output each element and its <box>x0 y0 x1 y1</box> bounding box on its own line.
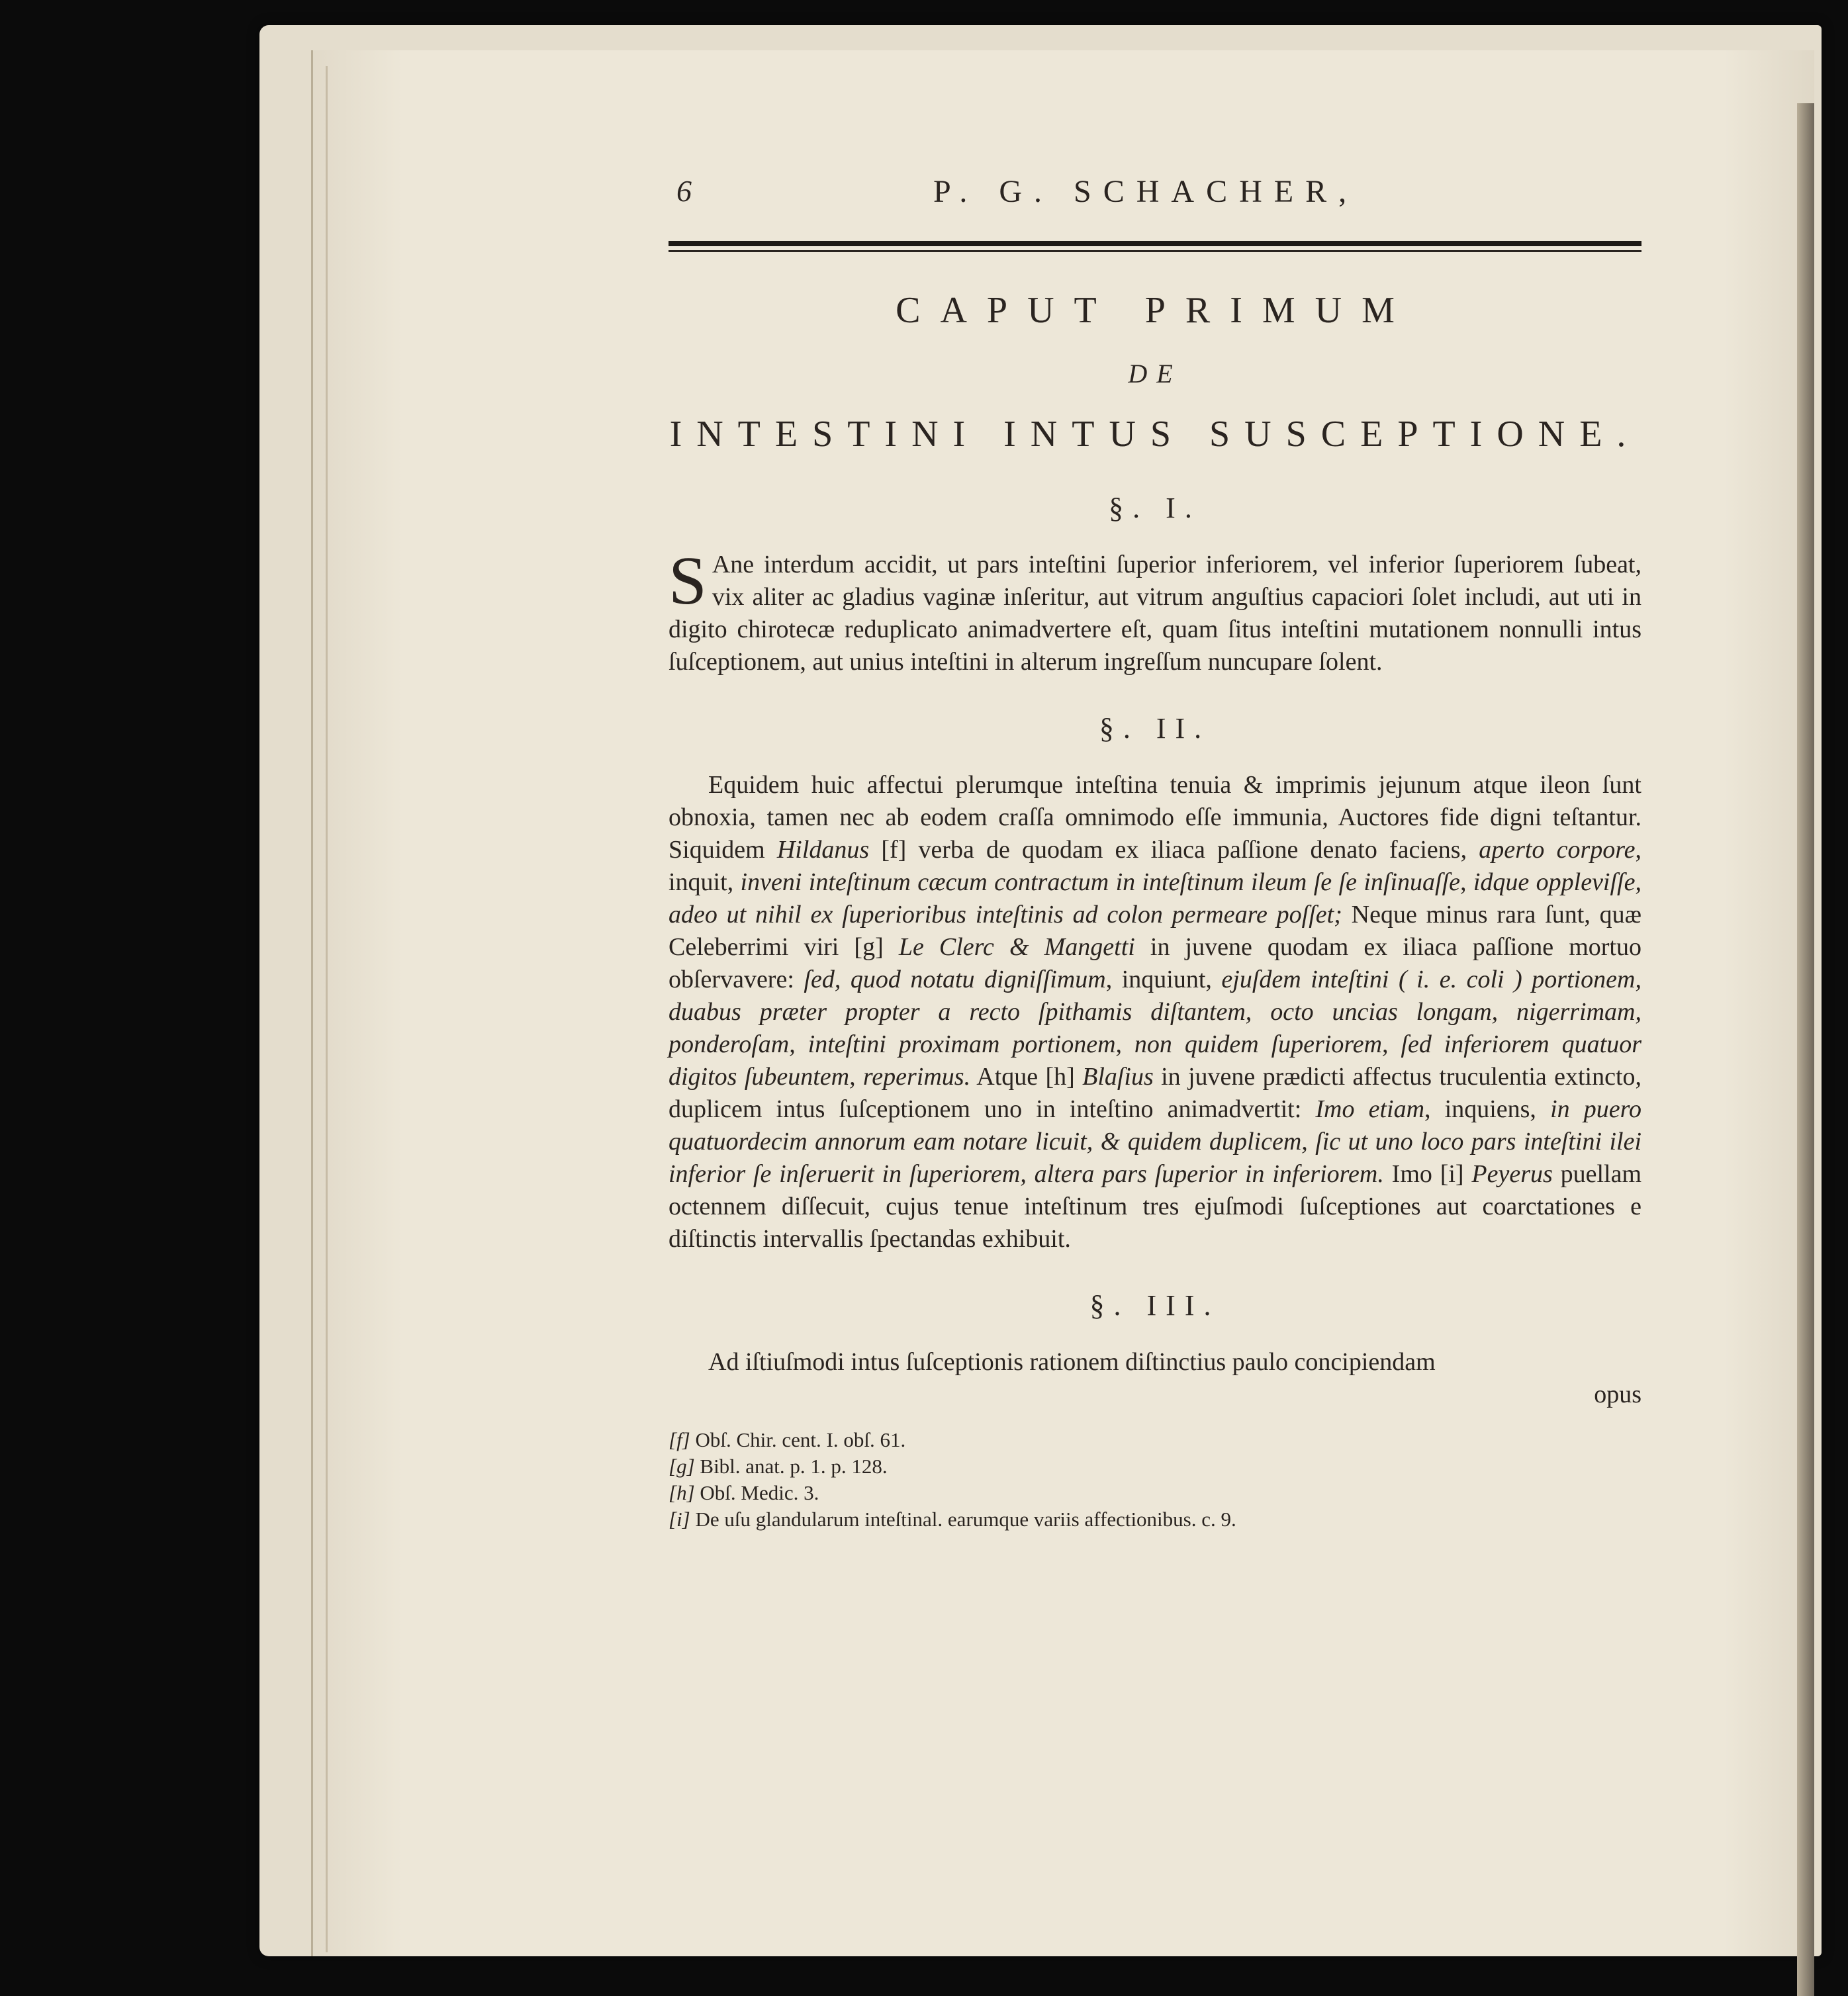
footnote <box>669 1506 1641 1533</box>
header-rule-thick <box>669 241 1641 246</box>
text-run: puellam octennem diſſecuit, cujus tenue inteſtinum tres ejuſmodi ſuſceptiones aut coarctationes e diſtinctis intervallis ſpectandas exhibuit. <box>669 1160 1641 1253</box>
footnote-text: De uſu glandularum inteſtinal. earumque variis affectionibus. c. 9. <box>695 1508 1236 1531</box>
quote-run: inveni inteſtinum cæcum contractum in inteſtinum ileum ſe ſe inſinuaſſe, idque oppleviſſe, adeo ut nihil ex ſuperioribus inteſtinis ad colon permeare poſſet; <box>669 868 1641 929</box>
footnote-text: Obſ. Medic. 3. <box>700 1481 819 1504</box>
footnote-mark: [h] <box>669 1481 695 1504</box>
quote-run: ejuſdem inteſtini ( i. e. coli ) portionem, duabus præter propter a recto ſpithamis diſtantem, octo uncias longam, nigerrimam, ponderoſam, inteſtini proximam portionem, non quidem ſuperiorem, ſed inferiorem quatuor digitos ſubeuntem, reperimus. <box>669 966 1641 1091</box>
footnote-text: Obſ. Chir. cent. I. obſ. 61. <box>695 1428 906 1451</box>
author-name: Blaſius <box>1082 1063 1154 1091</box>
footnotes <box>669 1427 1641 1533</box>
footnote <box>669 1480 1641 1506</box>
section-mark-3: §. III. <box>1089 1289 1221 1322</box>
running-head: P. G. SCHACHER, <box>933 174 1359 209</box>
text-run: Imo [i] <box>1383 1160 1472 1188</box>
footnote-mark: [g] <box>669 1455 695 1478</box>
footnote-mark: [f] <box>669 1428 690 1451</box>
text-run: Equidem huic affectui plerumque inteſtina tenuia & imprimis jejunum atque ileon ſunt obnoxia, tamen nec ab eodem craſſa omnimodo eſſe immunia, Auctores fide digni teſtantur. Siquidem <box>669 771 1641 864</box>
text-run: , inquiunt, <box>1105 966 1222 993</box>
text-run: [f] verba de quodam ex iliaca paſſione denato faciens, <box>869 836 1479 864</box>
author-name: Le Clerc & Mangetti <box>898 933 1135 961</box>
quote-run: ſed, quod notatu digniſſimum <box>804 966 1106 993</box>
author-name: Hildanus <box>776 836 870 864</box>
paragraph-1 <box>669 543 1641 678</box>
footnote <box>669 1427 1641 1453</box>
section-mark-1: §. I. <box>1109 492 1201 524</box>
text-run: , inquit, <box>669 836 1641 896</box>
catchword: opus <box>1594 1381 1641 1408</box>
text-run: , inquiens, <box>1424 1095 1551 1123</box>
text-run: in juvene quodam ex iliaca paſſione mortuo obſervavere: <box>669 933 1641 993</box>
footnote-mark: [i] <box>669 1508 690 1531</box>
paragraph-2 <box>669 769 1641 1255</box>
drop-cap: S <box>669 543 707 619</box>
paragraph-1-text: Ane interdum accidit, ut pars inteſtini ſuperior inferiorem, vel inferior ſuperiorem ſubeat, vix aliter ac gladius vaginæ inſeritur, aut vitrum anguſtius capaciori ſolet includi, aut uti in digito chirotecæ reduplicato animadvertere eſt, quam ſitus inteſtini mutationem nonnulli intus ſuſceptionem, aut unius inteſtini in alterum ingreſſum nuncupare ſolent. <box>669 551 1641 676</box>
section-mark-2: §. II. <box>1099 712 1211 745</box>
footnote-text: Bibl. anat. p. 1. p. 128. <box>700 1455 888 1478</box>
text-run: Atque [h] <box>970 1063 1083 1091</box>
page-header <box>669 173 1641 214</box>
page-number: 6 <box>676 174 692 208</box>
author-name: Peyerus <box>1471 1160 1553 1188</box>
text-run: Neque minus rara ſunt, quæ Celeberrimi viri [g] <box>669 901 1641 961</box>
quote-run: Imo etiam <box>1315 1095 1425 1123</box>
footnote <box>669 1453 1641 1480</box>
quote-run: in puero quatuordecim annorum eam notare licuit, & quidem duplicem, ſic ut uno loco pars inteſtini ilei inferior ſe inſeruerit in ſuperiorem, altera pars ſuperior in inferiorem. <box>669 1095 1641 1188</box>
chapter-title: INTESTINI INTUS SUSCEPTIONE. <box>669 414 1641 455</box>
header-rule-thin <box>669 250 1641 252</box>
page-fold-line <box>326 66 328 1952</box>
quote-run: aperto corpore <box>1479 836 1636 864</box>
paragraph-3: Ad iſtiuſmodi intus ſuſceptionis rationem diſtinctius paulo concipiendam <box>708 1348 1436 1376</box>
chapter-de: DE <box>1128 359 1182 388</box>
chapter-heading: CAPUT PRIMUM <box>896 290 1414 331</box>
page-content <box>669 173 1641 1533</box>
page-gutter-shadow <box>1797 103 1814 1996</box>
text-run: in juvene prædicti affectus truculentia extincto, duplicem intus ſuſceptionem uno in inteſtino animadvertit: <box>669 1063 1642 1123</box>
